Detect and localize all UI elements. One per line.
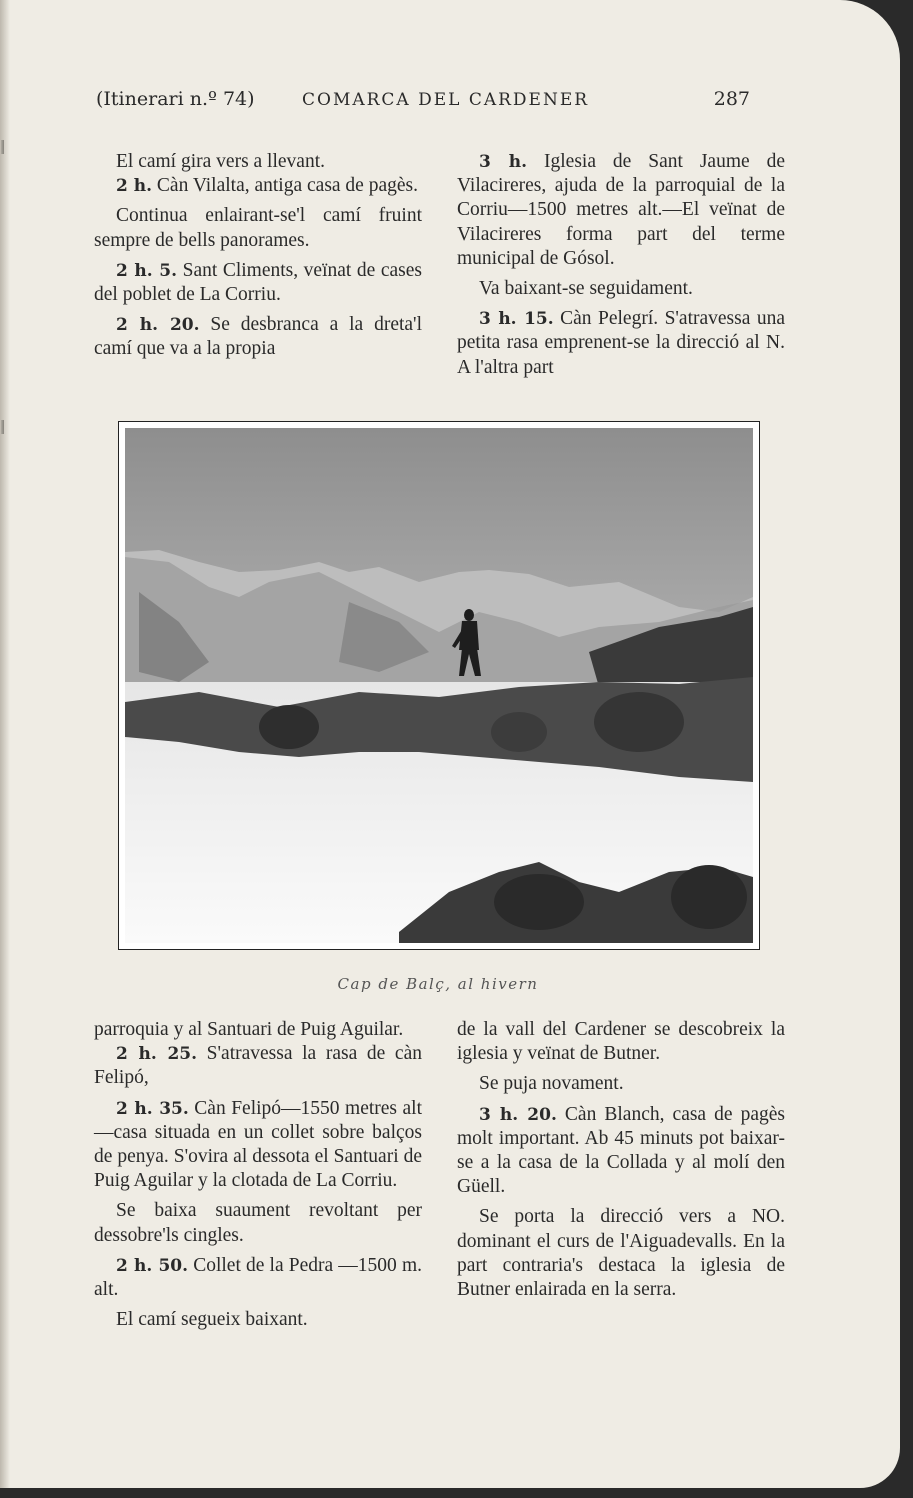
paragraph <box>94 174 422 198</box>
paragraph-text: S'atravessa la rasa de càn Felipó, <box>94 1043 422 1089</box>
paragraph: parroquia y al Santuari de Puig Aguilar. <box>94 1019 404 1040</box>
paragraph-text: Càn Blanch, casa de pagès molt important. Ab 45 minuts pot baixar-se a la casa de la Collada y al molí den Güell. <box>457 1103 785 1198</box>
time-marker: 3 h. 20. <box>479 1104 557 1125</box>
paragraph: El camí gira vers a llevant. <box>116 151 325 172</box>
time-marker: 2 h. 20. <box>116 315 200 336</box>
bottom-right-column <box>457 1018 785 1302</box>
paragraph <box>94 259 422 307</box>
time-marker: 2 h. <box>116 176 153 197</box>
figure-caption: Cap de Balç, al hivern <box>337 975 539 993</box>
time-marker: 2 h. 35. <box>116 1098 189 1119</box>
paragraph <box>457 150 785 271</box>
top-right-column <box>457 150 785 380</box>
time-marker: 2 h. 25. <box>116 1044 198 1065</box>
paragraph: Se porta la direcció vers a NO. dominant el curs de l'Aiguadevalls. En la part contraria's destaca la iglesia de Butner enlairada en la serra. <box>457 1206 785 1301</box>
paragraph-text: Se desbranca a la dreta'l camí que va a la propia <box>94 314 422 360</box>
paragraph-text: Collet de la Pedra —1500 m. alt. <box>94 1254 422 1301</box>
time-marker: 3 h. <box>479 152 528 172</box>
page-number: 287 <box>713 88 750 110</box>
itinerary-number: (Itinerari n.º 74) <box>96 88 255 110</box>
bottom-left-column <box>94 1018 422 1332</box>
section-title: COMARCA DEL CARDENER <box>302 90 590 110</box>
paragraph <box>94 1097 422 1194</box>
paragraph: Se puja novament. <box>479 1073 624 1095</box>
paragraph-text: Iglesia de Sant Jaume de Vilacireres, ajuda de la parroquial de la Corriu—1500 metres alt.—El veïnat de Vilacireres forma part del terme municipal de Gósol. <box>457 151 785 269</box>
paragraph: Se baixa suaument revoltant per dessobre'ls cingles. <box>94 1200 422 1246</box>
margin-mark <box>1 420 4 434</box>
time-marker: 3 h. 15. <box>479 309 554 330</box>
paragraph: Continua enlairant-se'l camí fruint sempre de bells panorames. <box>94 205 422 251</box>
paragraph: El camí segueix baixant. <box>116 1309 308 1331</box>
paragraph <box>457 1103 785 1200</box>
paragraph-text: Càn Felipó—1550 metres alt—casa situada en un collet sobre balços de penya. S'ovira al dessota el Santuari de Puig Aguilar y la clotada de La Corriu. <box>94 1097 422 1192</box>
paragraph: de la vall del Cardener se descobreix la iglesia y veïnat de Butner. <box>457 1019 785 1065</box>
time-marker: 2 h. 5. <box>116 260 178 281</box>
paragraph-text: Sant Climents, veïnat de cases del poblet de La Corriu. <box>94 259 422 306</box>
margin-mark <box>1 140 4 154</box>
top-left-column <box>94 150 422 362</box>
running-header <box>96 88 750 116</box>
paragraph-text: Càn Vilalta, antiga casa de pagès. <box>152 175 418 197</box>
winter-mountain-photograph <box>118 421 760 950</box>
paragraph <box>94 1254 422 1302</box>
time-marker: 2 h. 50. <box>116 1255 189 1276</box>
paragraph <box>94 313 422 361</box>
paragraph-text: Càn Pelegrí. S'atravessa una petita rasa emprenent-se la direcció al N. A l'altra part <box>457 308 785 378</box>
paragraph: Va baixant-se seguidament. <box>479 278 693 300</box>
paragraph <box>457 307 785 380</box>
paragraph <box>94 1042 422 1090</box>
